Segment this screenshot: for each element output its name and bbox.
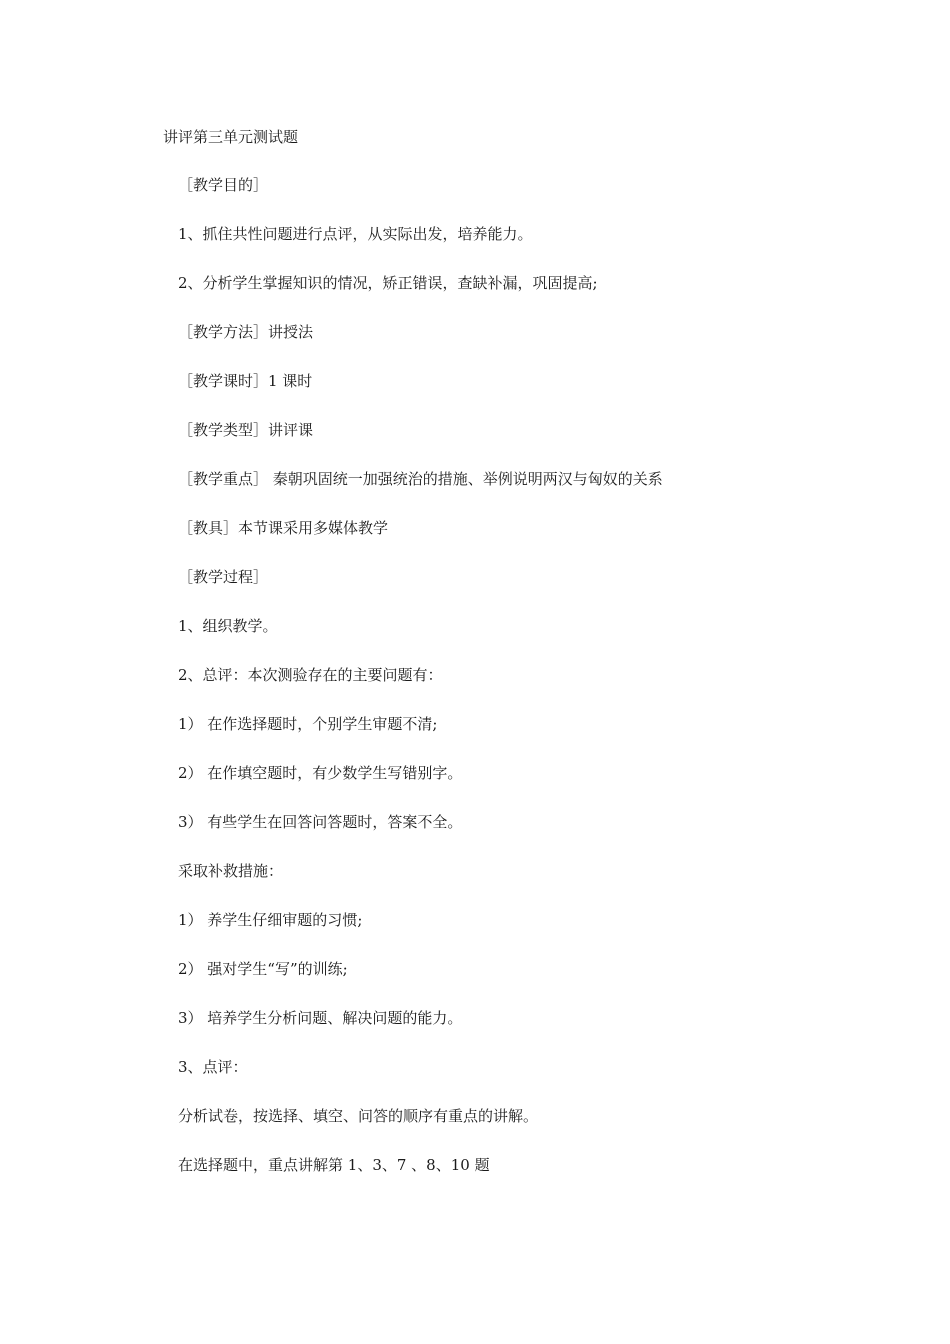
body-line: ［教学课时］1 课时 — [178, 372, 313, 390]
body-line: 1、抓住共性问题进行点评，从实际出发，培养能力。 — [178, 225, 533, 243]
body-line: ［教具］本节课采用多媒体教学 — [178, 519, 389, 537]
document-body — [178, 174, 663, 1203]
body-line: ［教学重点］ 秦朝巩固统一加强统治的措施、举例说明两汉与匈奴的关系 — [178, 470, 663, 488]
body-line: 在选择题中，重点讲解第 1、3、7 、8、10 题 — [178, 1156, 490, 1174]
body-line: 3） 培养学生分析问题、解决问题的能力。 — [178, 1009, 463, 1027]
body-line: 1） 在作选择题时，个别学生审题不清; — [178, 715, 438, 733]
document-title: 讲评第三单元测试题 — [163, 128, 299, 146]
body-line: ［教学方法］讲授法 — [178, 323, 314, 341]
body-line: 1） 养学生仔细审题的习惯; — [178, 911, 363, 929]
body-line: 1、组织教学。 — [178, 617, 278, 635]
body-line: 采取补救措施： — [178, 862, 284, 880]
body-line: ［教学类型］讲评课 — [178, 421, 314, 439]
body-line: 2） 强对学生“写”的训练; — [178, 960, 348, 978]
body-line: 2、总评：本次测验存在的主要问题有： — [178, 666, 443, 684]
body-line: 2、分析学生掌握知识的情况，矫正错误，查缺补漏，巩固提高; — [178, 274, 598, 292]
body-line: 3） 有些学生在回答问答题时，答案不全。 — [178, 813, 463, 831]
body-line: 3、点评： — [178, 1058, 248, 1076]
body-line: ［教学目的］ — [178, 176, 269, 194]
body-line: 分析试卷，按选择、填空、问答的顺序有重点的讲解。 — [178, 1107, 539, 1125]
body-line: 2） 在作填空题时，有少数学生写错别字。 — [178, 764, 463, 782]
body-line: ［教学过程］ — [178, 568, 269, 586]
